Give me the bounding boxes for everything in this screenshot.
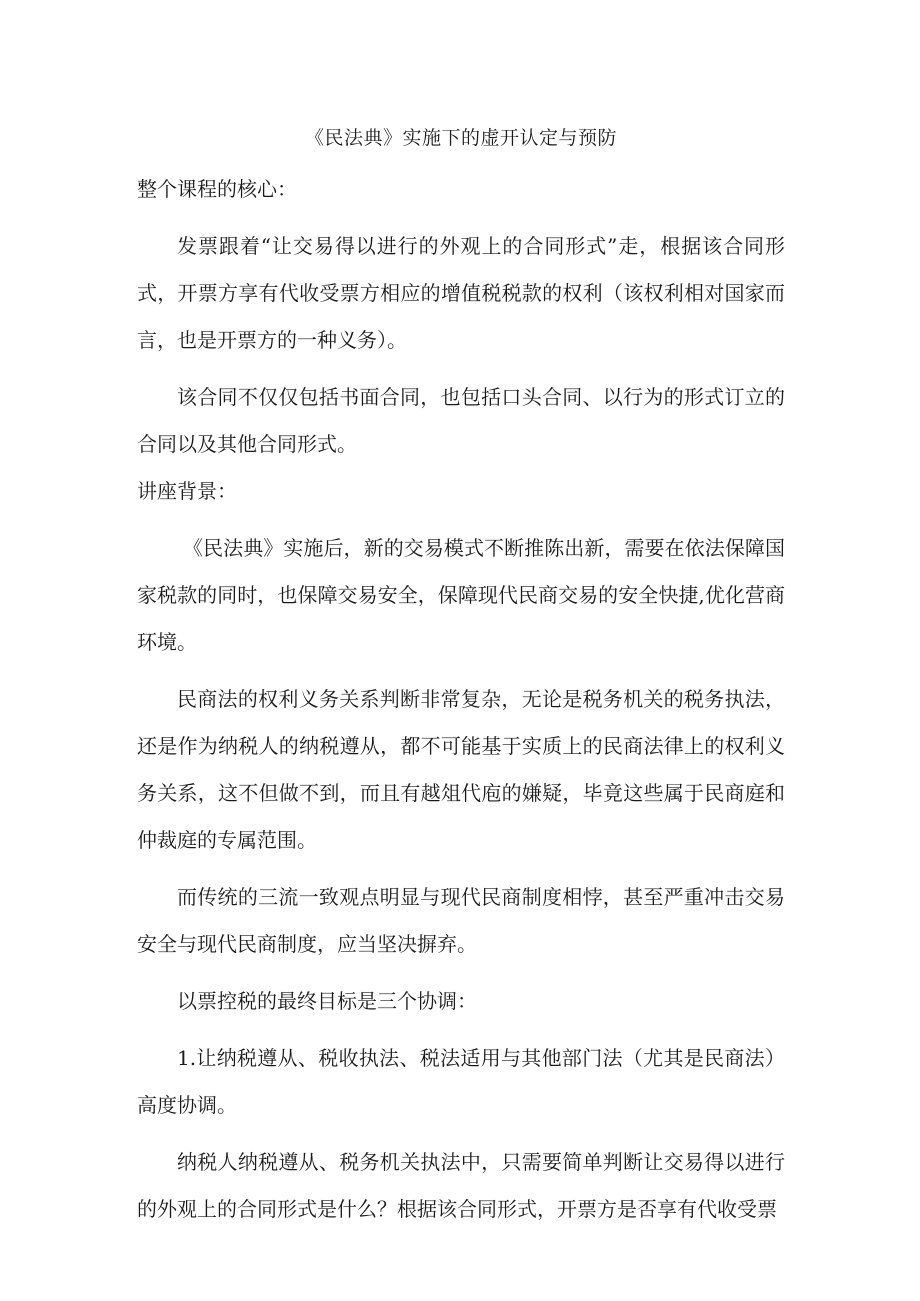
paragraph-civil-code-background: 《民法典》实施后，新的交易模式不断推陈出新，需要在依法保障国家税款的同时，也保障交易安全，保障现代民商交易的安全快捷,优化营商环境。 xyxy=(137,536,785,654)
document-title: 《民法典》实施下的虚开认定与预防 xyxy=(304,127,617,149)
paragraph-invoice-follows-contract: 发票跟着“让交易得以进行的外观上的合同形式”走，根据该合同形式，开票方享有代收受票方相应的增值税税款的权利（该权利相对国家而言，也是开票方的一种义务）。 xyxy=(137,234,785,352)
paragraph-contract-forms: 该合同不仅仅包括书面合同，也包括口头合同、以行为的形式订立的合同以及其他合同形式。 xyxy=(137,385,785,456)
heading-course-core: 整个课程的核心： xyxy=(137,177,297,201)
paragraph-three-flows: 而传统的三流一致观点明显与现代民商制度相悖，甚至严重冲击交易安全与现代民商制度，应当坚决摒弃。 xyxy=(137,885,785,956)
paragraph-three-coordinations: 以票控税的最终目标是三个协调： xyxy=(177,989,477,1013)
paragraph-taxpayer-compliance: 纳税人纳税遵从、税务机关执法中，只需要简单判断让交易得以进行的外观上的合同形式是什么？根据该合同形式，开票方是否享有代收受票 xyxy=(137,1150,785,1221)
document-page xyxy=(137,124,785,1233)
paragraph-civil-commercial-law: 民商法的权利义务关系判断非常复杂，无论是税务机关的税务执法，还是作为纳税人的纳税遵从，都不可能基于实质上的民商法律上的权利义务关系，这不但做不到，而且有越俎代庖的嫌疑，毕竟这些属于民商庭和仲裁庭的专属范围。 xyxy=(137,687,785,852)
heading-lecture-background: 讲座背景： xyxy=(137,479,237,503)
paragraph-coordination-item-1: 1.让纳税遵从、税收执法、税法适用与其他部门法（尤其是民商法）高度协调。 xyxy=(137,1046,785,1117)
